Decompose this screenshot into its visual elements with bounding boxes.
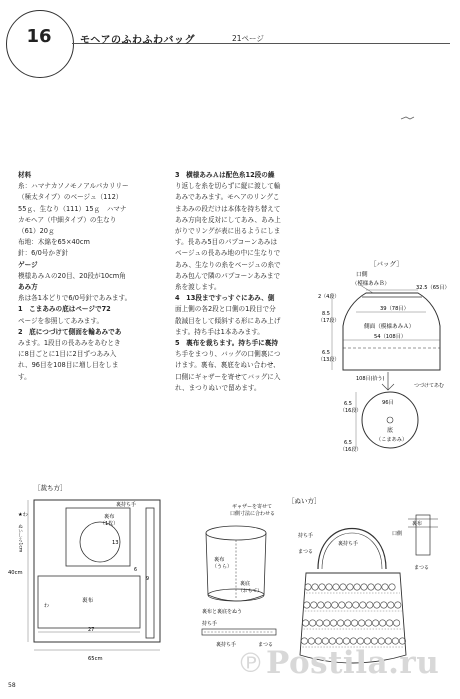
- ring-stitch: [393, 620, 399, 626]
- watermark-icon: ℗: [237, 648, 264, 679]
- body-line: まあみの段だけは本体を持ち替えて: [175, 204, 281, 213]
- ring-stitch: [382, 584, 388, 590]
- body-line: 糸を渡します。: [175, 283, 221, 292]
- bag-handle-label: 持ち手: [298, 533, 314, 539]
- ring-stitch: [344, 620, 350, 626]
- stitch-label: まつる: [258, 642, 274, 648]
- ring-stitch: [308, 638, 314, 644]
- ring-stitch: [385, 638, 391, 644]
- fold-label: わ: [44, 603, 50, 609]
- join-seam-label: 裏布と裏底をぬう: [202, 609, 243, 615]
- body-line: 模様あみＡの20目、20段が10cm角: [18, 271, 126, 280]
- side-pattern-a-label: 側面（模様あみＡ）: [364, 324, 415, 330]
- body-line: 糸は各1本どりで6/0号針であみます。: [18, 294, 132, 303]
- ring-stitch: [361, 584, 367, 590]
- bottom-h1-label: 6.5: [344, 401, 352, 407]
- bag-diagram: [318, 260, 460, 465]
- bag-handle: [318, 529, 386, 570]
- top-width-label: 32.5（65目）: [416, 285, 450, 291]
- bottom-label: 底: [387, 427, 394, 434]
- ring-stitch: [309, 620, 315, 626]
- bottom-h1-rows-label: （16段）: [340, 408, 362, 414]
- body-line: り返しを糸を切らずに縦に渡して輪: [175, 182, 281, 191]
- section-heading: ゲージ: [18, 260, 38, 269]
- height-2-label: 8.5: [322, 311, 330, 317]
- body-line: がりでリングが表に出るようにしま: [175, 227, 281, 236]
- body-line: れ、まつりぬいで留めます。: [175, 383, 261, 392]
- bottom-lining-label: 裏布: [104, 514, 115, 520]
- ring-stitch: [323, 620, 329, 626]
- bag-handle-inner: [322, 533, 382, 569]
- body-line: あみであみます。モヘアのリングこ: [175, 193, 280, 202]
- ring-stitch: [347, 584, 353, 590]
- ring-stitch: [316, 620, 322, 626]
- ring-stitch: [372, 620, 378, 626]
- ring-stitch: [343, 638, 349, 644]
- ring-stitch: [350, 638, 356, 644]
- ring-stitch: [305, 584, 311, 590]
- body-line: ベージュの長あみ地の中に生なりで: [175, 249, 281, 258]
- cutting-title: ［裁ち方］: [34, 484, 67, 492]
- ring-stitch: [318, 602, 324, 608]
- ring-stitch: [326, 584, 332, 590]
- ring-stitch: [319, 584, 325, 590]
- bag-diagram-title: ［バッグ］: [370, 260, 403, 268]
- step-line: 4 13段まですっすぐにあみ、側: [175, 294, 275, 303]
- height-3-rows-label: （13段）: [318, 357, 340, 363]
- bottom-h2-label: 6.5: [344, 440, 352, 446]
- instructions-left-column: [18, 170, 168, 383]
- body-line: みます。1段目の長あみをあむとき: [18, 339, 121, 348]
- detail-mouth-label: 口側: [392, 531, 403, 537]
- ring-stitch: [360, 602, 366, 608]
- height-2-rows-label: （17段）: [318, 318, 340, 324]
- body-line: す。: [18, 372, 31, 381]
- bag-stitch-label: まつる: [298, 549, 314, 555]
- ring-stitch: [301, 638, 307, 644]
- lining-top-ellipse: [206, 526, 266, 540]
- body-line: 糸：ハマナカソノモノアルパカリリー: [18, 182, 129, 191]
- ring-stitch: [374, 602, 380, 608]
- height-3-label: 6.5: [322, 350, 330, 356]
- ring-stitch: [357, 638, 363, 644]
- bottom-h2-rows-label: （16段）: [340, 447, 362, 453]
- body-lining-label: 裏布: [82, 598, 94, 604]
- mark-icon: [400, 114, 416, 122]
- body-line: 針：6/0号かぎ針: [18, 249, 69, 258]
- ring-stitch: [358, 620, 364, 626]
- handle-label: 持ち手: [202, 621, 218, 627]
- body-line: ページを参照してあみます。: [18, 316, 104, 325]
- bottom-lining-area: [66, 508, 130, 566]
- ring-stitch: [337, 620, 343, 626]
- ring-stitch: [375, 584, 381, 590]
- ring-stitch: [340, 584, 346, 590]
- gather-label: ギャザーを寄せて: [232, 504, 273, 510]
- handle-lining-strip: [146, 508, 154, 638]
- ring-stitch: [333, 584, 339, 590]
- ring-stitch: [378, 638, 384, 644]
- bottom-center-mark: [387, 417, 393, 423]
- lining-label: 裏布: [214, 557, 225, 563]
- ring-stitch: [395, 602, 401, 608]
- ring-stitch: [392, 638, 398, 644]
- ring-stitch: [304, 602, 310, 608]
- ring-stitch: [354, 584, 360, 590]
- dim-6-label: 6: [134, 568, 138, 573]
- bag-pattern-b-label: （模様あみＢ）: [352, 281, 390, 287]
- gather-sub-label: 口側寸法に合わせる: [230, 511, 276, 517]
- bag-ring-pattern: [301, 584, 405, 647]
- ring-stitch: [336, 638, 342, 644]
- body-line: （極太タイプ）のベージュ（112）: [18, 193, 123, 202]
- fabric-width-label: 65cm: [88, 656, 103, 662]
- ring-stitch: [371, 638, 377, 644]
- body-line: カモヘア（中細タイプ）の生なり: [18, 215, 117, 224]
- dim-9-label: 9: [146, 577, 150, 582]
- ring-stitch: [351, 620, 357, 626]
- bottom-count-label: 108目(拾う): [356, 376, 385, 382]
- bottom-count-96-label: 96目: [382, 400, 394, 406]
- ring-stitch: [332, 602, 338, 608]
- fabric-outline: [34, 500, 160, 642]
- ring-stitch: [322, 638, 328, 644]
- step-line: 5 裏布を裁ちます。持ち手に裏持: [175, 339, 278, 348]
- detail-lining-label: 裏布: [412, 521, 423, 527]
- lining-bottom-label: 裏底: [240, 581, 251, 587]
- body-line: 布地：木綿を65×40cm: [18, 238, 90, 247]
- bag-body-outline: [343, 293, 440, 370]
- body-line: ます。持ち手は1本あみます。: [175, 327, 264, 336]
- ring-stitch: [388, 602, 394, 608]
- fabric-height-label: 40cm: [8, 570, 23, 576]
- fold-mark-label: ★わ: [18, 512, 28, 518]
- body-line: に8目ごとに1目に2目ずつあみ入: [18, 350, 117, 359]
- step-line: 1 こまあみの底はページで72: [18, 305, 111, 314]
- ring-stitch: [353, 602, 359, 608]
- ring-stitch: [368, 584, 374, 590]
- body-line: れ、96目を108目に増し目をしま: [18, 361, 119, 370]
- sewing-title: ［ぬい方］: [288, 497, 321, 505]
- lining-bottom-sub-label: （おもて）: [238, 589, 262, 594]
- lining-sub-label: （うら）: [212, 564, 233, 570]
- body-line: あみ、生なりの糸をベージュの糸で: [175, 260, 281, 269]
- inner-width-label: 27: [88, 627, 95, 633]
- body-line: （61）20ｇ: [18, 227, 55, 236]
- handle-lining-label: 裏持ち手: [216, 642, 237, 648]
- ring-stitch: [346, 602, 352, 608]
- page-number: 58: [8, 682, 16, 689]
- seam-allowance-label: ぬいしろ1cm: [17, 524, 23, 553]
- ring-stitch: [367, 602, 373, 608]
- handle-lining-label: 裏持ち手: [116, 502, 137, 508]
- body-line: あみ方向を反対にしてあみ、あみ上: [175, 215, 281, 224]
- body-line: 散減目をして傾斜する形にあみ上げ: [175, 316, 281, 325]
- ring-stitch: [364, 638, 370, 644]
- ring-stitch: [315, 638, 321, 644]
- ring-stitch: [389, 584, 395, 590]
- step-line: 2 底につづけて側面を輪あみであ: [18, 327, 122, 336]
- cutting-diagram: [8, 480, 170, 685]
- detail-stitch-label: まつる: [414, 565, 430, 571]
- body-line: 55ｇ、生なり（111）15ｇ ハマナ: [18, 204, 127, 213]
- ring-stitch: [379, 620, 385, 626]
- lower-width-label: 54（108目）: [374, 334, 407, 340]
- diameter-label: 13: [112, 540, 119, 546]
- ring-stitch: [302, 620, 308, 626]
- instructions-middle-column: [175, 170, 325, 394]
- section-heading: あみ方: [18, 283, 38, 292]
- ring-stitch: [311, 602, 317, 608]
- body-line: 面上側の各2段と口側の1段目で分: [175, 305, 276, 314]
- ring-stitch: [381, 602, 387, 608]
- ring-stitch: [386, 620, 392, 626]
- upper-width-label: 39（78目）: [380, 306, 409, 312]
- watermark-logo: Postila.ru: [266, 645, 440, 681]
- ring-stitch: [329, 638, 335, 644]
- ring-stitch: [330, 620, 336, 626]
- body-line: あみ包んで隣のパプコーンあみまで: [175, 271, 281, 280]
- ring-stitch: [365, 620, 371, 626]
- page-reference: 21ページ: [232, 34, 264, 43]
- body-line: 口側にギャザーを寄せてバッグに入: [175, 372, 281, 381]
- bottom-sub-label: （こまあみ）: [376, 437, 408, 443]
- body-line: す。長あみ5目のパプコーンあみは: [175, 238, 278, 247]
- section-heading: 材料: [18, 171, 32, 179]
- ring-stitch: [325, 602, 331, 608]
- body-line: ち手をまつり、バッグの口側裏につ: [175, 350, 281, 359]
- bottom-lining-sub: （1枚）: [100, 521, 119, 527]
- height-1-label: 2（4段）: [318, 294, 340, 300]
- bag-mouth-label: 口側: [356, 272, 368, 278]
- bag-handle-lining-label: 裏持ち手: [338, 541, 359, 547]
- page-title: モヘアのふわふわバッグ: [80, 35, 195, 46]
- step-line: 3 横様あみＡは配色糸12段の繰: [175, 171, 275, 179]
- ring-stitch: [339, 602, 345, 608]
- join-label: つづけてあむ: [414, 383, 445, 389]
- chapter-number: 16: [26, 26, 52, 47]
- body-line: けます。裏布、裏底をぬい合わせ、: [175, 361, 280, 370]
- ring-stitch: [312, 584, 318, 590]
